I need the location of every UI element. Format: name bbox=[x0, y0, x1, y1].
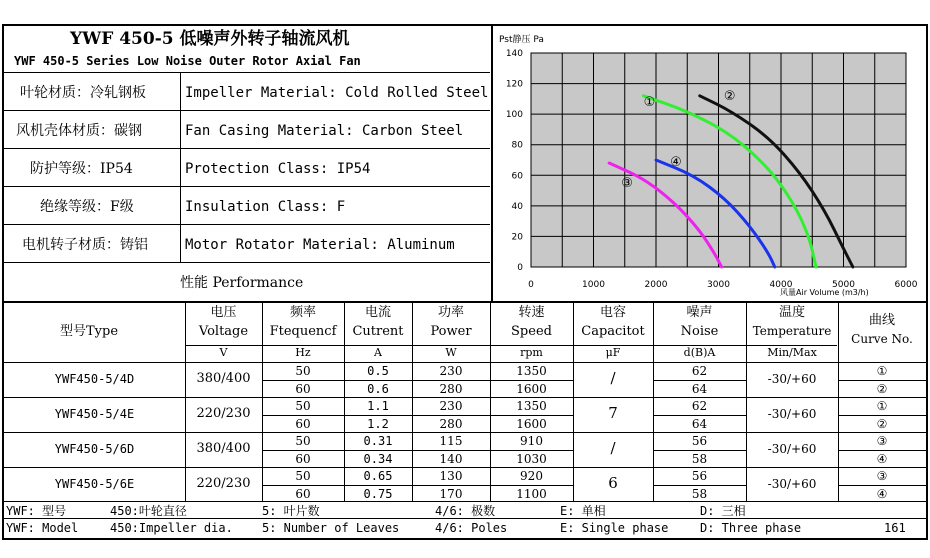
footer-legend-item: YWF: Model bbox=[6, 521, 79, 535]
y-tick-label: 40 bbox=[511, 201, 523, 212]
cell-frequency: 60 bbox=[295, 486, 311, 501]
cell-frequency: 50 bbox=[295, 364, 311, 378]
cell-noise: 58 bbox=[691, 451, 708, 466]
footer-legend-item: 4/6: 极数 bbox=[435, 504, 496, 518]
cell-speed: 920 bbox=[520, 469, 543, 483]
cell-power: 280 bbox=[439, 381, 463, 396]
cell-speed: 1350 bbox=[516, 364, 547, 378]
footer-legend-item: 4/6: Poles bbox=[435, 521, 508, 535]
cell-curve: ① bbox=[876, 364, 888, 378]
th-noise-en: Noise bbox=[680, 324, 719, 339]
curve-1-label: ① bbox=[643, 94, 656, 110]
page-number: 161 bbox=[884, 521, 906, 535]
model-capacitor: / bbox=[610, 439, 616, 457]
cell-curve: ② bbox=[876, 381, 888, 396]
cell-curve: ④ bbox=[876, 451, 888, 466]
cell-noise: 58 bbox=[691, 486, 708, 501]
model-voltage: 220/230 bbox=[196, 406, 251, 421]
th-speed-cn: 转速 bbox=[518, 305, 545, 320]
cell-current: 0.31 bbox=[363, 434, 393, 448]
performance-chart bbox=[493, 25, 926, 301]
cell-curve: ③ bbox=[876, 469, 888, 483]
cell-noise: 56 bbox=[691, 434, 708, 448]
th-current-unit: A bbox=[374, 346, 382, 359]
th-current-cn: 电流 bbox=[364, 305, 391, 320]
th-noise-cn: 噪声 bbox=[686, 305, 713, 320]
y-tick-label: 100 bbox=[505, 110, 523, 121]
x-tick-label: 0 bbox=[528, 280, 534, 290]
cell-frequency: 60 bbox=[295, 416, 311, 431]
curve-2-label: ② bbox=[723, 88, 736, 104]
cell-power: 115 bbox=[439, 434, 463, 448]
spec-casing-cn: 风机壳体材质：碳钢 bbox=[16, 123, 142, 139]
cell-speed: 1350 bbox=[516, 399, 547, 413]
model-voltage: 380/400 bbox=[196, 371, 251, 386]
spec-impeller-en: Impeller Material: Cold Rolled Steel bbox=[185, 85, 489, 101]
model-temperature: -30/+60 bbox=[767, 407, 817, 421]
cell-current: 0.65 bbox=[363, 469, 393, 483]
spec-protection-en: Protection Class: IP54 bbox=[185, 161, 371, 177]
x-tick-label: 4000 bbox=[769, 280, 793, 290]
footer-legend-item: E: Single phase bbox=[560, 521, 669, 535]
th-voltage-unit: V bbox=[219, 346, 228, 359]
performance-label: 性能 Performance bbox=[180, 275, 304, 291]
model-capacitor: 6 bbox=[608, 474, 618, 492]
th-type: 型号Type bbox=[60, 324, 119, 339]
spec-impeller-cn: 叶轮材质：冷轧钢板 bbox=[20, 85, 146, 101]
th-freq-unit: Hz bbox=[295, 346, 311, 359]
footer-legend-item: 5: 叶片数 bbox=[262, 504, 320, 518]
y-tick-label: 60 bbox=[511, 171, 523, 182]
cell-power: 280 bbox=[439, 416, 463, 431]
th-curve-en: Curve No. bbox=[851, 332, 913, 346]
cell-frequency: 60 bbox=[295, 451, 311, 466]
y-tick-label: 20 bbox=[511, 232, 523, 243]
y-tick-label: 140 bbox=[505, 49, 523, 59]
spec-insulation-cn: 绝缘等级：F级 bbox=[40, 199, 134, 215]
cell-current: 0.6 bbox=[367, 381, 389, 396]
th-curve-cn: 曲线 bbox=[868, 313, 895, 328]
th-capacitor-unit: μF bbox=[605, 346, 621, 359]
model-type: YWF450-5/4E bbox=[54, 407, 135, 421]
curve-3-label: ③ bbox=[621, 176, 633, 192]
y-tick-label: 120 bbox=[505, 79, 523, 90]
cell-speed: 1030 bbox=[516, 451, 547, 466]
th-speed-en: Speed bbox=[511, 324, 552, 339]
cell-noise: 64 bbox=[691, 416, 708, 431]
cell-noise: 62 bbox=[691, 399, 708, 413]
cell-power: 170 bbox=[439, 486, 463, 501]
cell-noise: 62 bbox=[691, 364, 708, 378]
model-voltage: 380/400 bbox=[196, 441, 251, 456]
cell-noise: 64 bbox=[691, 381, 708, 396]
x-tick-label: 5000 bbox=[832, 280, 855, 290]
cell-speed: 910 bbox=[520, 434, 543, 448]
curve-4-label: ④ bbox=[670, 155, 682, 170]
cell-current: 0.34 bbox=[363, 451, 393, 466]
cell-curve: ③ bbox=[876, 434, 888, 448]
cell-speed: 1600 bbox=[516, 381, 547, 396]
th-power-en: Power bbox=[430, 324, 472, 339]
model-capacitor: 7 bbox=[608, 404, 618, 422]
footer-legend-item: 450:Impeller dia. bbox=[110, 521, 233, 535]
model-temperature: -30/+60 bbox=[767, 442, 817, 456]
cell-current: 0.75 bbox=[363, 486, 393, 501]
model-temperature: -30/+60 bbox=[767, 477, 817, 491]
cell-power: 230 bbox=[439, 399, 463, 413]
cell-current: 0.5 bbox=[367, 364, 389, 378]
cell-curve: ① bbox=[876, 399, 888, 413]
th-temp-en: Temperature bbox=[752, 324, 832, 338]
cell-frequency: 60 bbox=[295, 381, 311, 396]
spec-rotor-cn: 电机转子材质：铸铝 bbox=[22, 237, 148, 253]
th-capacitor-en: Capacitot bbox=[581, 324, 645, 339]
th-capacitor-cn: 电容 bbox=[599, 305, 626, 320]
cell-power: 130 bbox=[439, 469, 463, 483]
spec-insulation-en: Insulation Class: F bbox=[185, 199, 346, 215]
th-power-cn: 功率 bbox=[437, 305, 464, 320]
th-current-en: Cutrent bbox=[352, 324, 404, 339]
model-capacitor: / bbox=[610, 369, 616, 387]
cell-power: 140 bbox=[439, 451, 463, 466]
cell-current: 1.1 bbox=[367, 399, 389, 413]
cell-speed: 1100 bbox=[516, 486, 547, 501]
cell-speed: 1600 bbox=[516, 416, 547, 431]
th-temp-unit: Min/Max bbox=[767, 346, 817, 359]
x-tick-label: 3000 bbox=[707, 280, 730, 290]
footer-legend-item: 450:叶轮直径 bbox=[110, 504, 187, 518]
model-temperature: -30/+60 bbox=[767, 372, 817, 386]
th-power-unit: W bbox=[445, 346, 457, 359]
cell-current: 1.2 bbox=[367, 416, 389, 431]
footer-legend-item: D: Three phase bbox=[700, 521, 802, 535]
cell-frequency: 50 bbox=[295, 399, 311, 413]
cell-noise: 56 bbox=[691, 469, 708, 483]
th-temp-cn: 温度 bbox=[778, 305, 805, 320]
chart-xlabel: 风量Air Volume (m3/h) bbox=[780, 288, 869, 297]
y-tick-label: 0 bbox=[517, 263, 523, 273]
y-tick-label: 80 bbox=[511, 140, 523, 151]
model-voltage: 220/230 bbox=[196, 476, 251, 491]
spec-casing-en: Fan Casing Material: Carbon Steel bbox=[185, 123, 464, 139]
model-type: YWF450-5/4D bbox=[54, 372, 135, 386]
x-tick-label: 1000 bbox=[582, 280, 605, 290]
chart-ylabel: Pst静压 Pa bbox=[499, 35, 544, 45]
model-type: YWF450-5/6E bbox=[54, 477, 135, 491]
cell-curve: ② bbox=[876, 416, 888, 431]
th-voltage-en: Voltage bbox=[198, 324, 249, 339]
footer-legend-item: YWF: 型号 bbox=[6, 504, 67, 518]
cell-frequency: 50 bbox=[295, 469, 311, 483]
th-speed-unit: rpm bbox=[520, 346, 543, 359]
x-tick-label: 6000 bbox=[894, 280, 918, 290]
footer-legend-item: E: 单相 bbox=[560, 504, 606, 518]
cell-curve: ④ bbox=[876, 486, 888, 501]
model-type: YWF450-5/6D bbox=[54, 442, 135, 456]
footer-legend-item: 5: Number of Leaves bbox=[262, 521, 400, 535]
th-noise-unit: d(B)A bbox=[683, 346, 716, 359]
cell-frequency: 50 bbox=[295, 434, 311, 448]
x-tick-label: 2000 bbox=[644, 280, 668, 290]
spec-rotor-en: Motor Rotator Material: Aluminum bbox=[185, 237, 455, 253]
th-freq-cn: 频率 bbox=[289, 305, 316, 320]
cell-power: 230 bbox=[439, 364, 463, 378]
title-en: YWF 450-5 Series Low Noise Outer Rotor Axial Fan bbox=[14, 54, 361, 68]
spec-protection-cn: 防护等级：IP54 bbox=[30, 161, 133, 177]
th-freq-en: Ftequencf bbox=[269, 324, 337, 339]
footer-legend-item: D: 三相 bbox=[700, 504, 746, 518]
th-voltage-cn: 电压 bbox=[210, 305, 237, 320]
title-cn: YWF 450-5 低噪声外转子轴流风机 bbox=[70, 29, 350, 49]
